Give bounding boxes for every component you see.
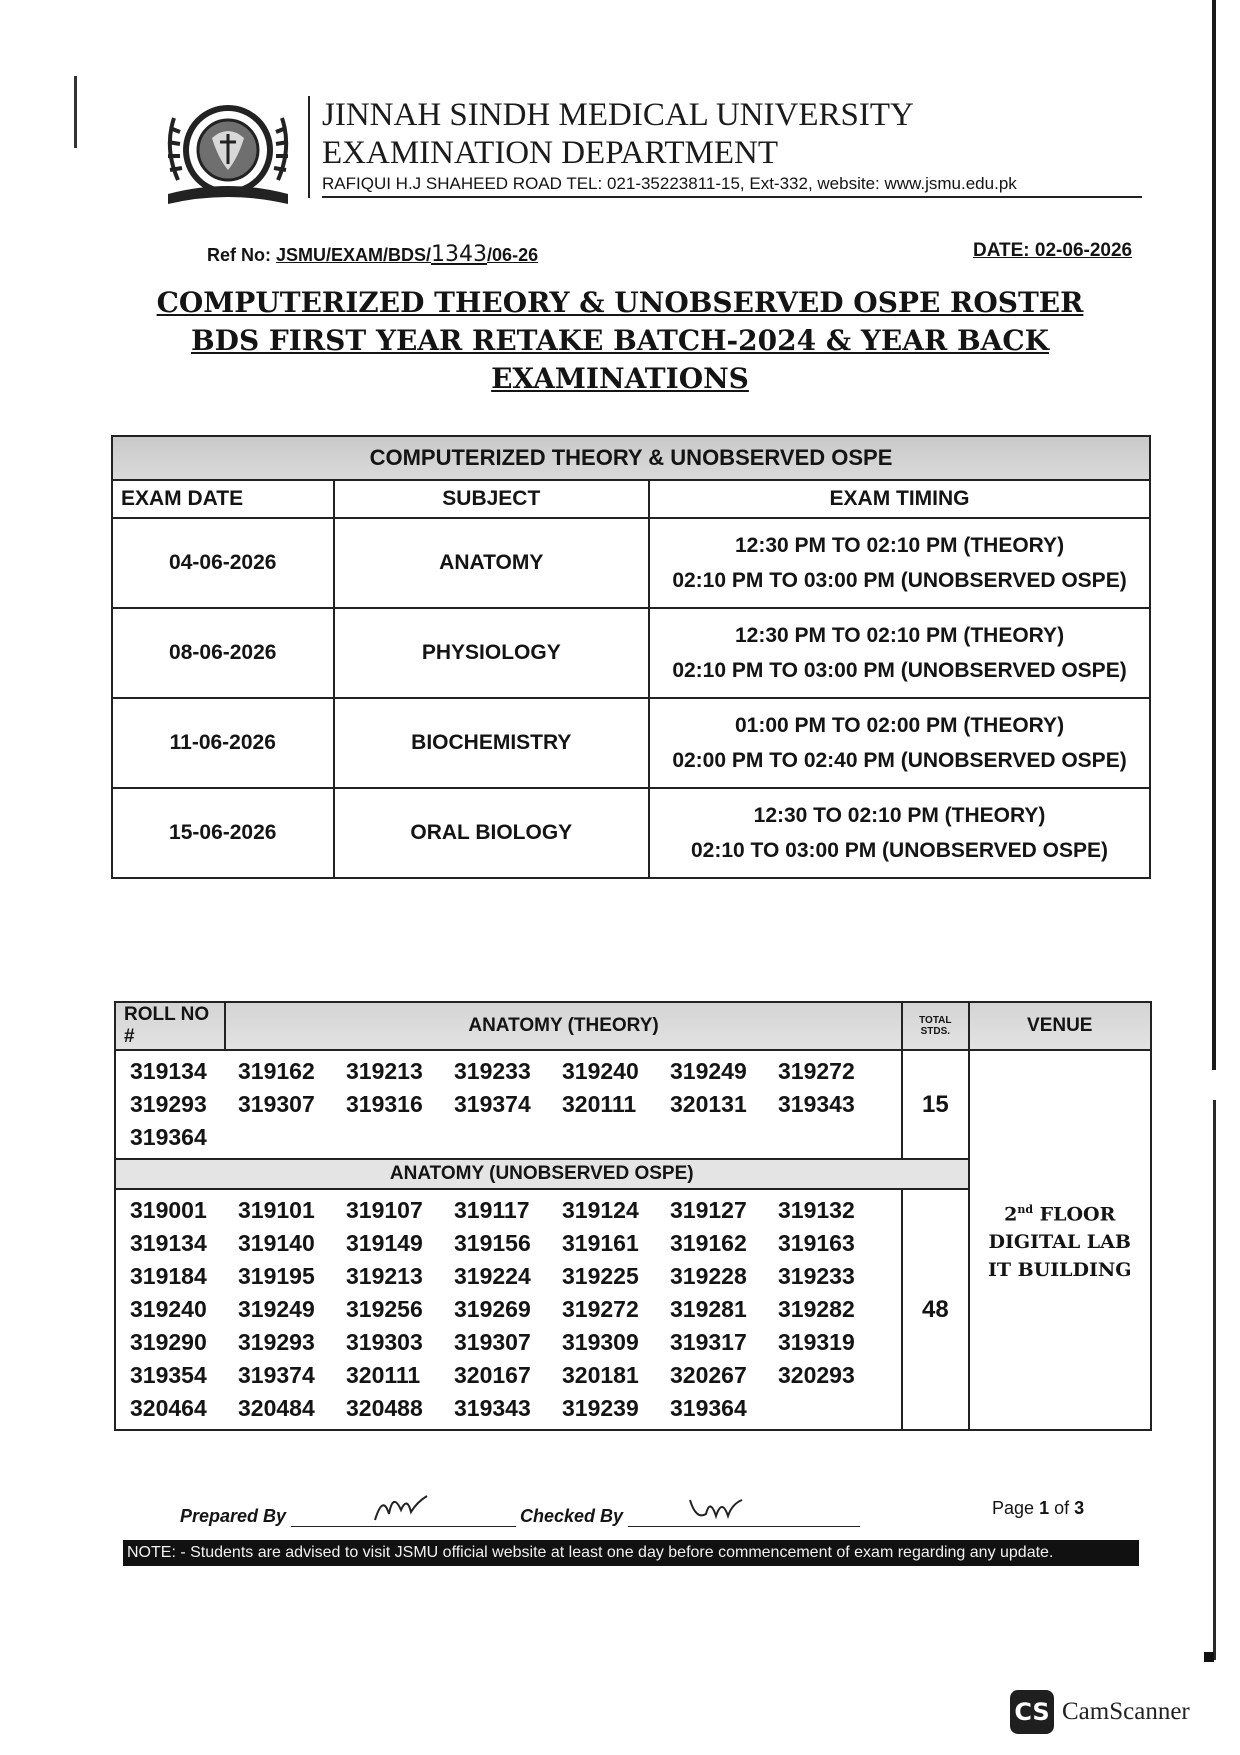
roll-number: 319290 (130, 1329, 207, 1355)
ref-prefix: JSMU/EXAM/BDS/ (276, 245, 432, 265)
ospe-time: 02:10 TO 03:00 PM (UNOBSERVED OSPE) (691, 839, 1109, 862)
roll-number: 319224 (454, 1263, 531, 1289)
header-venue: VENUE (969, 1002, 1152, 1050)
roll-number: 319272 (778, 1058, 855, 1084)
roll-number: 319316 (346, 1091, 423, 1117)
roll-number: 319134 (130, 1058, 207, 1084)
page-edge (1213, 1100, 1216, 1660)
roll-number: 319319 (778, 1329, 855, 1355)
signature-line (628, 1500, 860, 1527)
page-label: Page (992, 1498, 1035, 1518)
roll-number: 319256 (346, 1296, 423, 1322)
roll-number: 319309 (562, 1329, 639, 1355)
roll-number: 319317 (670, 1329, 747, 1355)
theory-time: 01:00 PM TO 02:00 PM (THEORY) (734, 714, 1065, 737)
roll-number: 319140 (238, 1230, 315, 1256)
ospe-time: 02:10 PM TO 03:00 PM (UNOBSERVED OSPE) (672, 569, 1127, 592)
ospe-time: 02:10 PM TO 03:00 PM (UNOBSERVED OSPE) (672, 659, 1127, 682)
roll-number: 319124 (562, 1197, 639, 1223)
roll-number: 320111 (346, 1362, 421, 1388)
roll-number: 319281 (670, 1296, 747, 1322)
roll-number: 319228 (670, 1263, 747, 1289)
notice-bar: NOTE: - Students are advised to visit JSMU official website at least one day before commencement of exam regarding any update. (123, 1540, 1139, 1566)
exam-date: 15-06-2026 (112, 788, 334, 878)
roll-number: 320181 (562, 1362, 639, 1388)
subject: ANATOMY (334, 518, 650, 608)
exam-date: 04-06-2026 (112, 518, 334, 608)
header-total-students (902, 1002, 968, 1050)
roll-number: 319374 (454, 1091, 531, 1117)
title-line: BDS FIRST YEAR RETAKE BATCH-2024 & YEAR BACK (191, 324, 1049, 357)
table-row (112, 608, 1150, 698)
page-total: 3 (1074, 1498, 1085, 1518)
floor-word: FLOOR (1033, 1203, 1116, 1226)
stds-label: STDS. (920, 1026, 951, 1037)
university-seal-logo (160, 98, 296, 214)
subject: BIOCHEMISTRY (334, 698, 650, 788)
theory-time: 12:30 PM TO 02:10 PM (THEORY) (734, 624, 1065, 647)
theory-time: 12:30 PM TO 02:10 PM (THEORY) (734, 534, 1065, 557)
roll-number: 319249 (670, 1058, 747, 1084)
roll-number: 319307 (454, 1329, 531, 1355)
document-title (100, 284, 1140, 398)
roll-number: 319233 (454, 1058, 531, 1084)
roll-number: 320167 (454, 1362, 531, 1388)
roll-number: 319162 (670, 1230, 747, 1256)
roll-number: 319364 (670, 1395, 747, 1421)
roll-number: 319213 (346, 1058, 423, 1084)
header-subject: SUBJECT (334, 480, 650, 518)
header-roll-no: ROLL NO # (115, 1002, 225, 1050)
header-exam-date: EXAM DATE (112, 480, 334, 518)
roll-number: 319233 (778, 1263, 855, 1289)
exam-timing (649, 608, 1150, 698)
theory-total: 15 (902, 1050, 968, 1159)
roster-table (114, 1001, 1152, 1431)
roll-number: 319293 (238, 1329, 315, 1355)
floor-suffix: nd (1017, 1202, 1034, 1216)
exam-date: 08-06-2026 (112, 608, 334, 698)
prepared-by (180, 1500, 516, 1527)
roll-number: 319101 (238, 1197, 315, 1223)
roll-number: 319240 (130, 1296, 207, 1322)
theory-roll-list (115, 1050, 902, 1159)
roll-number: 320464 (130, 1395, 207, 1421)
roll-number: 319307 (238, 1091, 315, 1117)
exam-timing (649, 788, 1150, 878)
roll-number: 319343 (454, 1395, 531, 1421)
roll-number: 319127 (670, 1197, 747, 1223)
camscanner-name: CamScanner (1062, 1698, 1190, 1725)
roll-number: 319239 (562, 1395, 639, 1421)
roll-number: 319213 (346, 1263, 423, 1289)
total-label: TOTAL (919, 1015, 952, 1026)
table-row (112, 518, 1150, 608)
roll-number: 319249 (238, 1296, 315, 1322)
page-current: 1 (1039, 1498, 1050, 1518)
roll-number: 319282 (778, 1296, 855, 1322)
roll-number: 319225 (562, 1263, 639, 1289)
roll-number: 319303 (346, 1329, 423, 1355)
theory-time: 12:30 TO 02:10 PM (THEORY) (753, 804, 1046, 827)
exam-timing (649, 518, 1150, 608)
roll-number: 319134 (130, 1230, 207, 1256)
table-row (112, 698, 1150, 788)
roll-number: 319132 (778, 1197, 855, 1223)
camscanner-logo-icon: CS (1010, 1690, 1054, 1734)
roll-number: 319354 (130, 1362, 207, 1388)
schedule-caption: COMPUTERIZED THEORY & UNOBSERVED OSPE (112, 436, 1150, 480)
roll-number: 319374 (238, 1362, 315, 1388)
roll-number: 320131 (670, 1091, 747, 1117)
subject: PHYSIOLOGY (334, 608, 650, 698)
signature-icon (686, 1492, 746, 1526)
ospe-total: 48 (902, 1189, 968, 1430)
camscanner-watermark (1010, 1690, 1190, 1734)
prepared-by-label: Prepared By (180, 1506, 287, 1526)
subject: ORAL BIOLOGY (334, 788, 650, 878)
roll-number: 319001 (130, 1197, 207, 1223)
roll-number: 319156 (454, 1230, 531, 1256)
venue-floor (971, 1196, 1150, 1228)
ref-label: Ref No: (207, 245, 271, 265)
roll-number: 319117 (454, 1197, 530, 1223)
page-number (992, 1498, 1084, 1519)
ospe-section-title: ANATOMY (UNOBSERVED OSPE) (115, 1159, 969, 1189)
exam-date: 11-06-2026 (112, 698, 334, 788)
checked-by (520, 1500, 860, 1527)
issue-date: DATE: 02-06-2026 (973, 240, 1133, 261)
roll-number: 319269 (454, 1296, 531, 1322)
ref-suffix: /06-26 (487, 245, 539, 265)
checked-by-label: Checked By (520, 1506, 624, 1526)
roll-number: 319162 (238, 1058, 315, 1084)
roll-number: 319161 (562, 1230, 639, 1256)
exam-timing (649, 698, 1150, 788)
roll-number: 320111 (562, 1091, 637, 1117)
page-of: of (1054, 1498, 1070, 1518)
venue-lab: DIGITAL LAB (988, 1231, 1131, 1254)
roll-number: 319163 (778, 1230, 855, 1256)
venue (969, 1050, 1152, 1430)
reference-number (207, 242, 538, 267)
title-line: COMPUTERIZED THEORY & UNOBSERVED OSPE ROSTER (156, 286, 1084, 319)
table-row (112, 788, 1150, 878)
ref-handwritten-number: 1343 (431, 242, 488, 267)
header-exam-timing: EXAM TIMING (649, 480, 1150, 518)
roll-number: 319240 (562, 1058, 639, 1084)
address-line: RAFIQUI H.J SHAHEED ROAD TEL: 021-35223811-15, Ext-332, website: www.jsmu.edu.pk (322, 172, 1142, 198)
exam-schedule-table (111, 435, 1151, 879)
venue-building: IT BUILDING (988, 1259, 1132, 1282)
ospe-time: 02:00 PM TO 02:40 PM (UNOBSERVED OSPE) (672, 749, 1127, 772)
department-name: EXAMINATION DEPARTMENT (322, 135, 779, 171)
corner-mark (1204, 1652, 1214, 1662)
roll-number: 319195 (238, 1263, 315, 1289)
roll-number: 320484 (238, 1395, 315, 1421)
roll-number: 320267 (670, 1362, 747, 1388)
floor-number: 2 (1004, 1203, 1018, 1226)
roll-number: 319272 (562, 1296, 639, 1322)
roll-number: 319343 (778, 1091, 855, 1117)
roll-number: 319107 (346, 1197, 423, 1223)
roll-number: 319364 (130, 1124, 207, 1150)
roll-number: 320293 (778, 1362, 855, 1388)
roll-number: 319184 (130, 1263, 207, 1289)
university-name: JINNAH SINDH MEDICAL UNIVERSITY (322, 97, 914, 133)
ospe-roll-list (115, 1189, 902, 1430)
roll-number: 320488 (346, 1395, 423, 1421)
signature-icon (371, 1492, 431, 1526)
roll-number: 319149 (346, 1230, 423, 1256)
theory-section-title: ANATOMY (THEORY) (225, 1002, 902, 1050)
letterhead (308, 96, 1152, 198)
page-edge (1212, 0, 1216, 1070)
signature-line (291, 1500, 516, 1527)
roll-number: 319293 (130, 1091, 207, 1117)
margin-mark (74, 76, 77, 148)
title-line: EXAMINATIONS (491, 362, 749, 395)
